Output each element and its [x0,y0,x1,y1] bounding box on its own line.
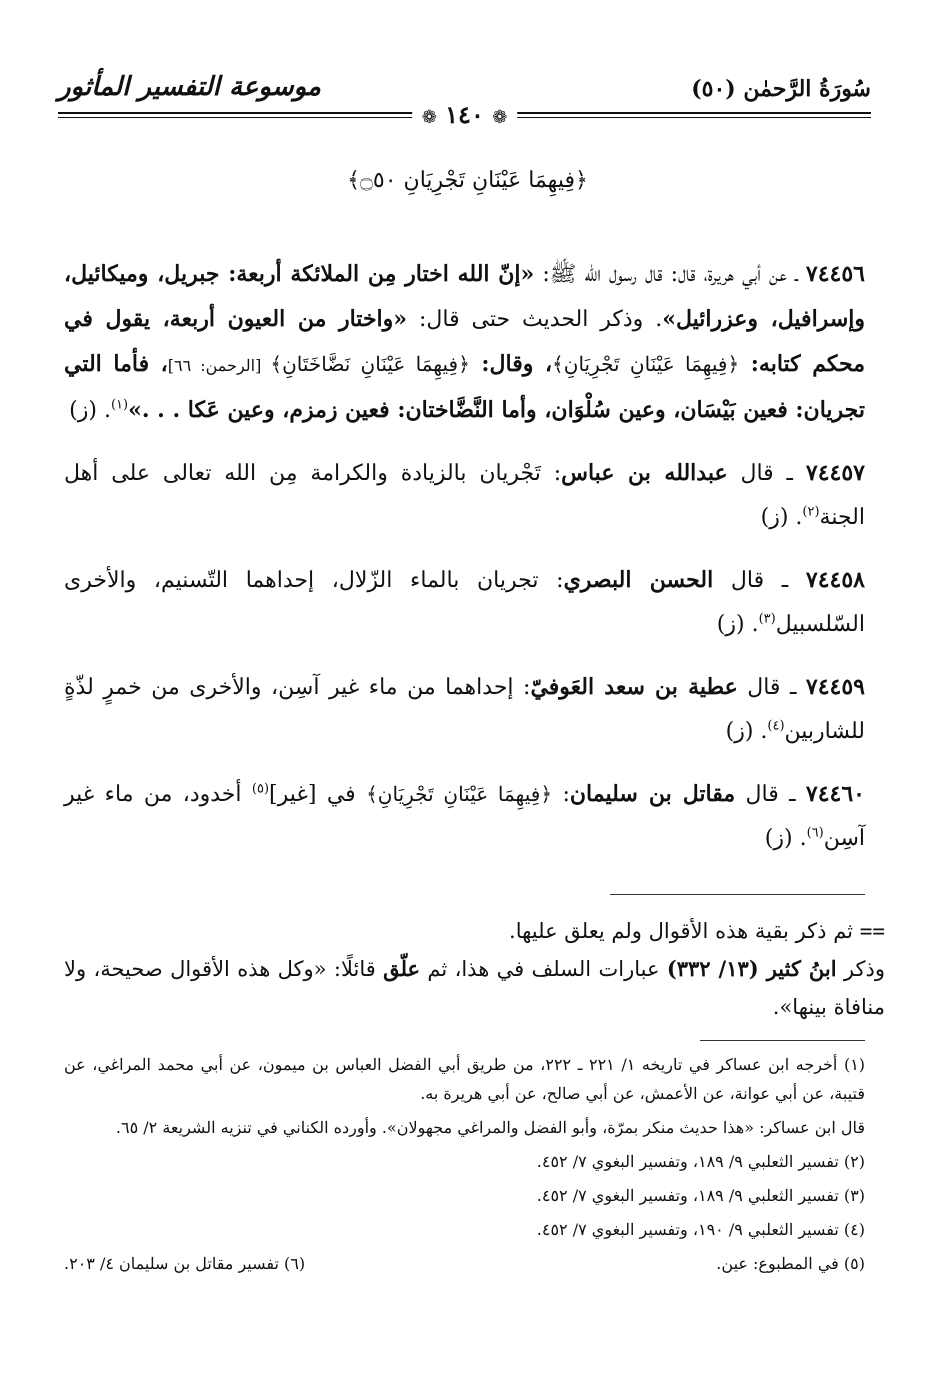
hadith-text: «واختار من العيون أربعة، يقول في محكم كتابه: [64,306,865,377]
footnote-2: (٢) تفسير الثعلبي ٩/ ١٨٩، وتفسير البغوي ٧/ ٤٥٢. [536,1152,865,1171]
entry-74458 [64,558,865,647]
entry-74460 [64,772,865,861]
verse-heading: ﴿فِيهِمَا عَيْنَانِ تَجْرِيَانِ ۝٥٠﴾ [347,168,588,193]
hadith-text: ، وقال: [469,351,553,377]
footnote-3: (٣) تفسير الثعلبي ٩/ ١٨٩، وتفسير البغوي ٧/ ٤٥٢. [536,1186,865,1205]
commentary-text: وذكر [836,957,886,981]
page-header [58,72,871,132]
scholar-name: ابنُ كثير [766,956,837,981]
quran-quote: ﴿فِيهِمَا عَيْنَانِ نَضَّاخَتَانِ﴾ [270,352,470,376]
commentary-text: ثم ذكر بقية هذه الأقوال ولم يعلق عليها. [509,919,854,943]
footnote-divider [700,1040,865,1041]
footnotes [64,1050,865,1278]
footnote-marker: (١) [110,397,129,413]
entry-text: في [غير] [269,782,367,807]
entry-text: ـ عن أبي هريرة، قال: قال رسول الله ﷺ: [534,262,806,287]
emphasis-text: علّق [383,956,421,981]
footnote-6: (٦) تفسير مقاتل بن سليمان ٤/ ٢٠٣. [64,1254,306,1273]
entry-number: ٧٤٤٦٠ [805,781,865,807]
verse-reference: [الرحمن: ٦٦] [167,356,271,375]
hadith-text: «إنّ الله اختار مِن الملائكة أربعة: جبريل، وميكائيل، وإسرافيل، وعزرائيل» [64,261,865,332]
footnote-marker: (٦) [806,825,824,841]
book-title: موسوعة التفسير المأثور [58,72,321,102]
footnote-marker: (٣) [758,611,776,627]
entry-number: ٧٤٤٥٨ [805,567,865,593]
entry-text: أخدود، من ماء غير آسِن [64,782,865,851]
entry-74457 [64,451,865,540]
entry-text: ـ قال [727,461,806,486]
narrator-name: مقاتل بن سليمان [569,781,736,807]
entry-text: ـ قال [737,675,806,700]
source-code: . (ز) [725,719,768,744]
source-code: . (ز) [760,505,803,530]
entry-74456 [64,252,865,433]
hadith-text: ، فأما التي تجريان: فعين بَيْسَان، وعين سُلْوَان، وأما النَّضَّاختان: فعين زمزم، وعين عَكا . . .» [64,351,865,423]
entry-74459 [64,665,865,754]
entry-number: ٧٤٤٥٧ [805,460,865,486]
entry-text: ـ قال [735,782,806,807]
narrator-name: عطية بن سعد العَوفيّ [530,674,738,700]
footnote-1-note: قال ابن عساكر: «هذا حديث منكر بمرّة، وأبو الفضل والمراغي مجهولان». وأورده الكناني في تنزيه الشريعة ٢/ ٦٥. [115,1118,865,1137]
entry-text: . وذكر الحديث حتى قال: [407,307,663,332]
footnote-4: (٤) تفسير الثعلبي ٩/ ١٩٠، وتفسير البغوي ٧/ ٤٥٢. [536,1220,865,1239]
source-code: . (ز) [69,398,111,423]
page-number: ١٤٠ [445,100,484,129]
footnote-1: (١) أخرجه ابن عساكر في تاريخه ١/ ٢٢١ ـ ٢٢٢، من طريق أبي الفضل العباس بن ميمون، عن أبي محمد المراغي، عن قتيبة، عن أبي عوانة، عن الأعمش، عن أبي صالح، عن أبي هريرة به. [64,1055,866,1103]
entry-text: : تجريان بالماء الزّلال، إحداهما التّسنيم، والأخرى السّلسبيل [64,568,865,637]
entry-text: ـ قال [713,568,806,593]
entry-text: : إحداهما من ماء غير آسِن، والأخرى من خمرٍ لذّةٍ للشاربين [64,675,865,744]
entry-text: : [552,782,570,807]
commentary-text: عبارات السلف في هذا، ثم [420,957,667,981]
source-code: . (ز) [716,612,759,637]
entry-text: : تَجْريان بالزيادة والكرامة مِن الله تعالى على أهل الجنة [64,461,865,530]
quran-quote: ﴿فِيهِمَا عَيْنَانِ تَجْرِيَانِ﴾ [552,352,740,376]
commentary-text: قائلًا: «وكل هذه الأقوال صحيحة، ولا منافاة بينها». [64,957,885,1019]
ornament-icon: ❁ [421,107,437,128]
editor-commentary [64,912,885,1026]
commentary-body [64,252,865,879]
commentary-line [64,950,885,1026]
footnote-row [64,1249,865,1278]
footnote-marker: (٤) [767,718,785,734]
footnote-marker: (٥) [251,781,270,797]
footnote-marker: (٢) [802,504,820,520]
footnote-5: (٥) في المطبوع: عين. [716,1254,865,1273]
entry-number: ٧٤٤٥٩ [805,674,865,700]
continuation-mark: == [859,919,885,943]
ornament-icon: ❁ [492,107,508,128]
surah-title: سُورَةُ الرَّحمٰن (٥٠) [691,76,871,102]
commentary-divider [610,894,865,895]
volume-reference: (١٣/ ٣٣٢) [666,956,767,981]
commentary-line [64,912,885,950]
source-code: . (ز) [764,826,807,851]
narrator-name: الحسن البصري [563,567,714,593]
quran-quote: ﴿فِيهِمَا عَيْنَانِ تَجْرِيَانِ﴾ [366,782,553,806]
narrator-name: عبدالله بن عباس [561,460,728,486]
entry-number: ٧٤٤٥٦ [805,261,865,287]
page-number-block [412,100,518,129]
